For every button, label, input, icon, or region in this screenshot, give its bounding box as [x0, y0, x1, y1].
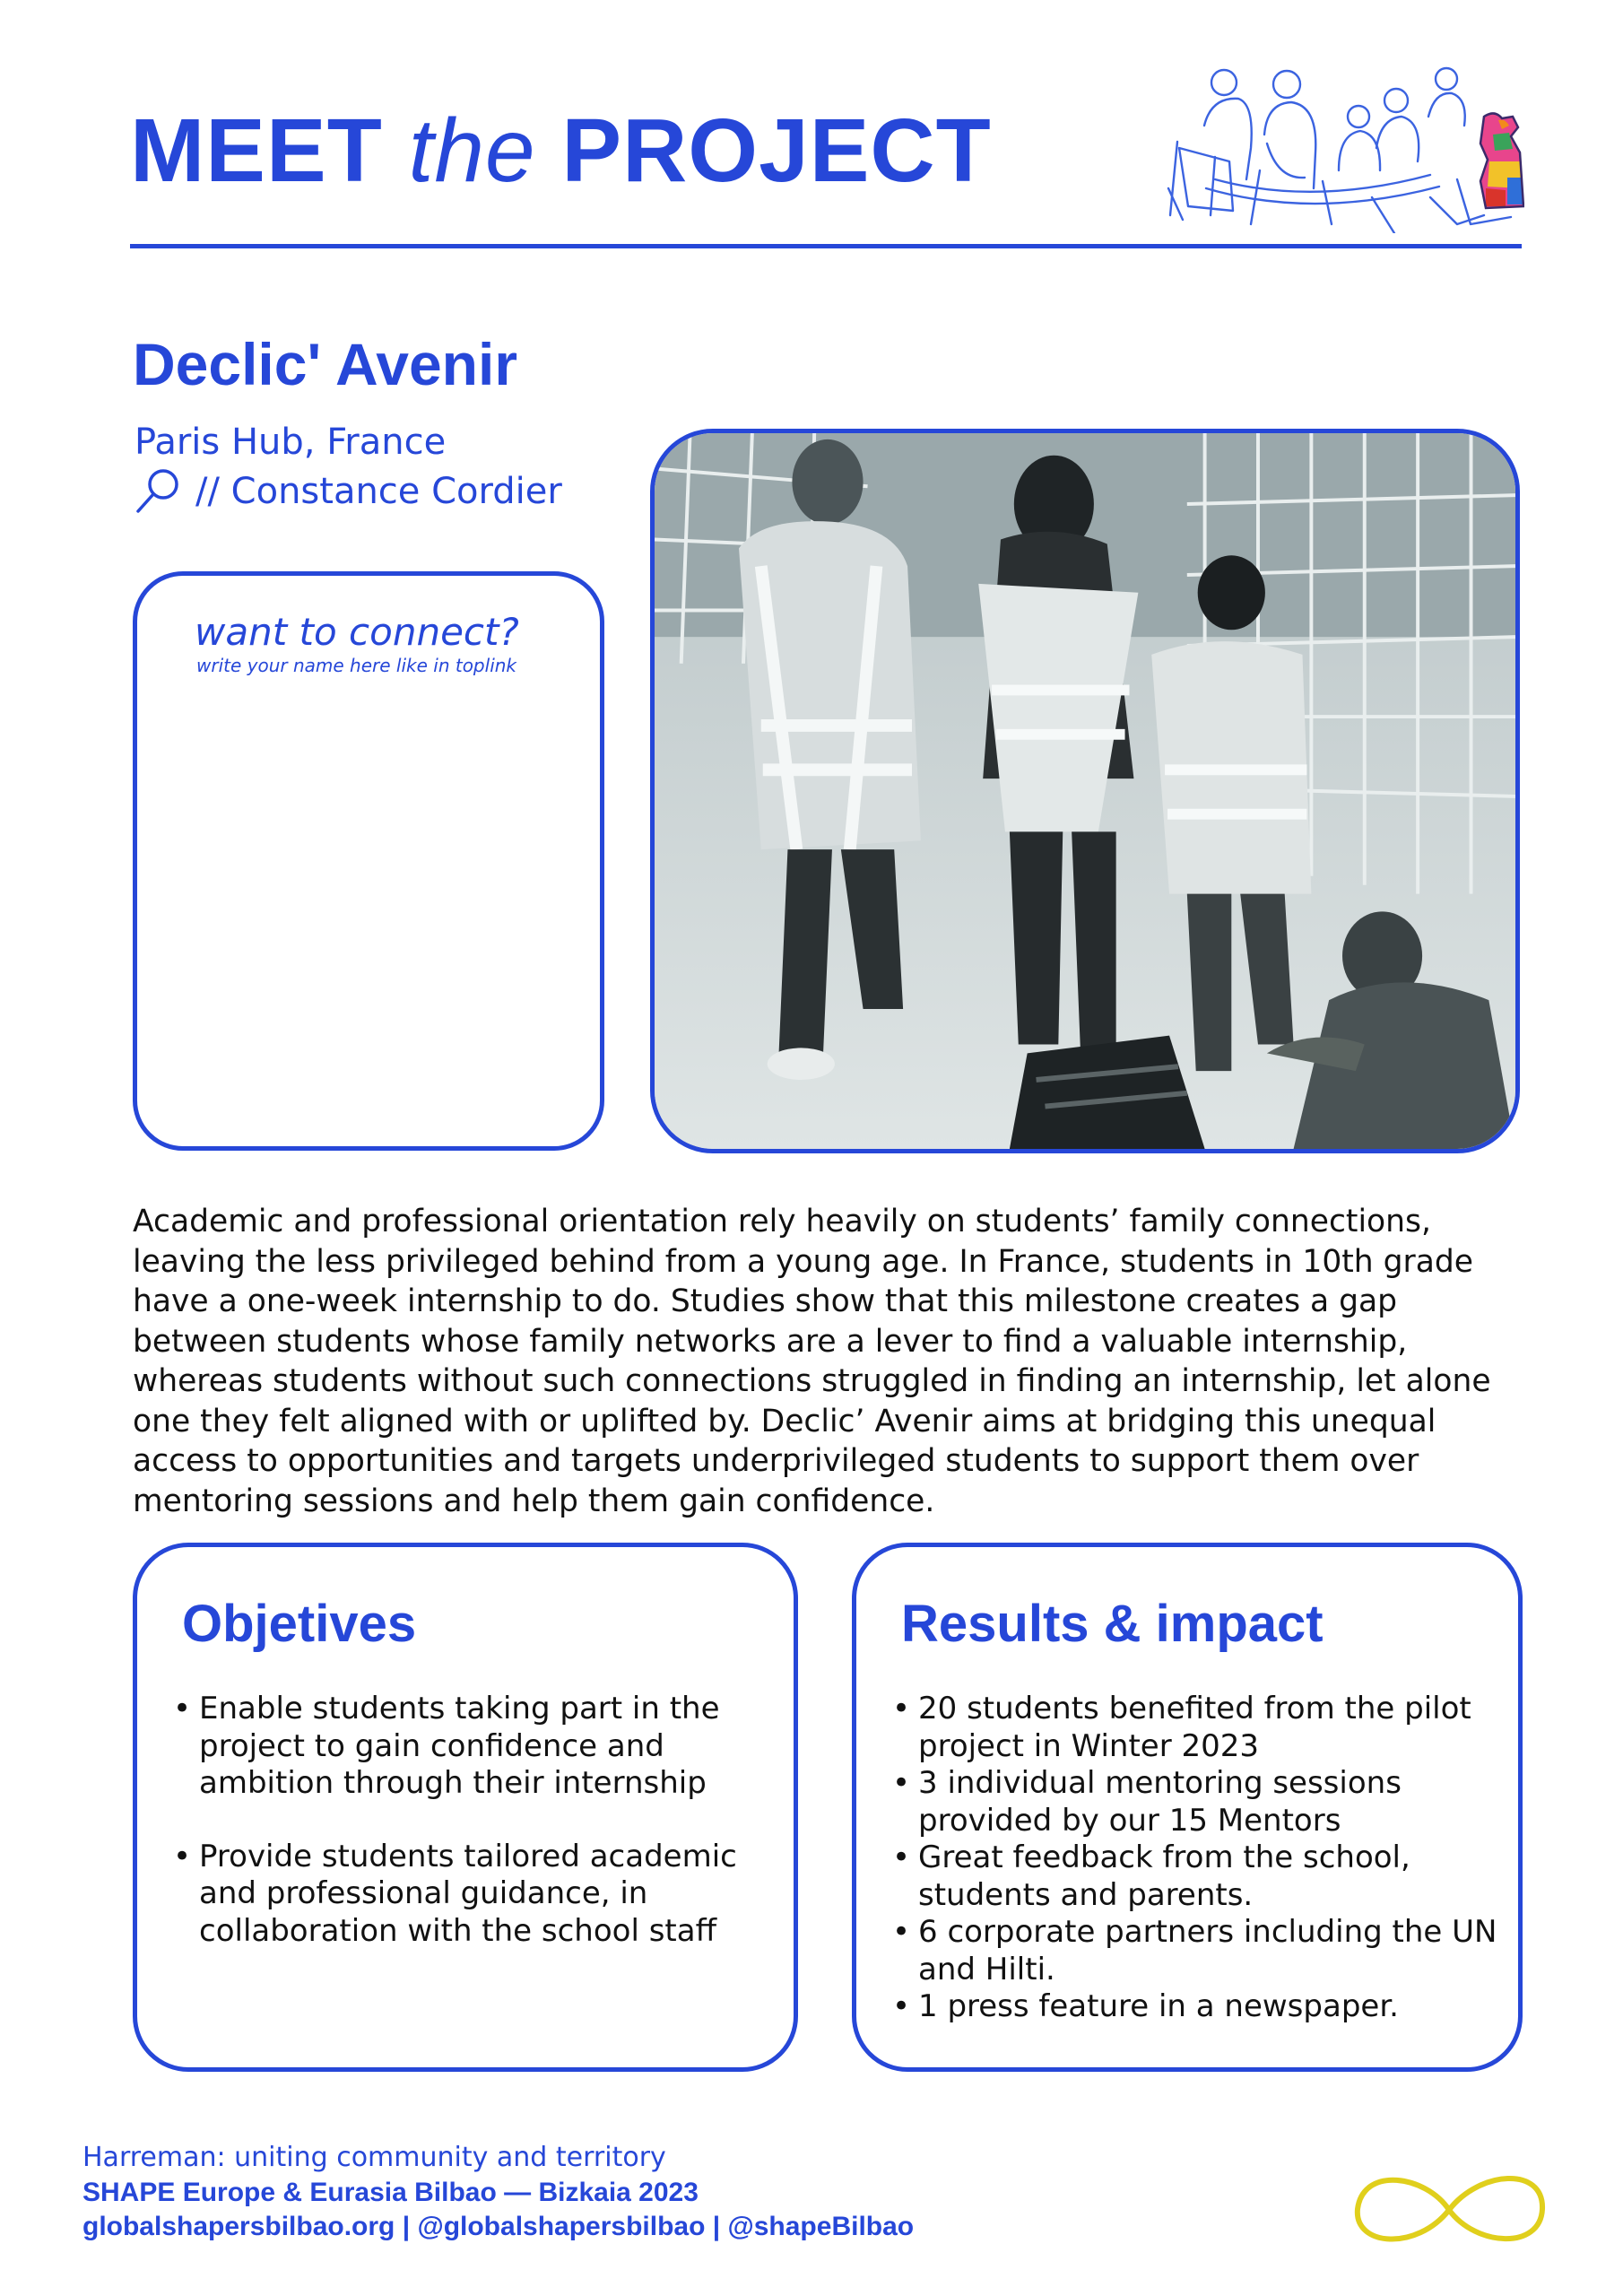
- connect-subtitle: write your name here like in toplink: [196, 655, 517, 676]
- list-item: • 6 corporate partners including the UN and Hilti.: [892, 1914, 1502, 1988]
- magnifier-icon: [133, 466, 183, 517]
- page-title: [130, 100, 992, 201]
- results-title: Results & impact: [901, 1595, 1324, 1653]
- title-project: PROJECT: [535, 100, 992, 201]
- project-description: Academic and professional orientation rely heavily on students’ family connections, leaving the less privileged behind from a young age. In France, students in 10th grade have a one-week internship to do. Studies show that this milestone creates a gap between students whose family networks are a lever to find a valuable internship, whereas students without such connections struggled in finding an internship, let alone one they felt aligned with or uplifted by. Declic’ Avenir aims at bridging this unequal access to opportunities and targets underprivileged students to support them over mentoring sessions and help them gain confidence.: [133, 1204, 1491, 1519]
- students-warehouse-photo: [650, 429, 1520, 1153]
- objectives-list: [173, 1691, 747, 1950]
- footer-tagline: Harreman: uniting community and territory: [82, 2142, 666, 2173]
- project-name: Declic' Avenir: [133, 331, 517, 397]
- title-meet: MEET: [130, 100, 409, 201]
- footer-event: SHAPE Europe & Eurasia Bilbao — Bizkaia 2023: [82, 2177, 699, 2207]
- list-item: • 1 press feature in a newspaper.: [892, 1988, 1502, 2026]
- results-list: [892, 1691, 1502, 2026]
- contact-name: // Constance Cordier: [195, 471, 562, 512]
- results-panel: [852, 1543, 1523, 2072]
- list-item: • 3 individual mentoring sessions provided by our 15 Mentors: [892, 1765, 1502, 1839]
- project-location: Paris Hub, France: [135, 422, 447, 463]
- list-item: • Enable students taking part in the project to gain confidence and ambition through their internship: [173, 1691, 747, 1803]
- people-meeting-illustration: [1161, 63, 1524, 233]
- project-contact: [133, 466, 562, 517]
- footer-links[interactable]: globalshapersbilbao.org | @globalshapersbilbao | @shapeBilbao: [82, 2212, 915, 2241]
- footer: [82, 2141, 914, 2245]
- title-the: the: [408, 100, 536, 201]
- objectives-title: Objetives: [182, 1595, 417, 1653]
- list-item: • Provide students tailored academic and professional guidance, in collaboration with the school staff: [173, 1839, 747, 1951]
- list-item: • 20 students benefited from the pilot project in Winter 2023: [892, 1691, 1502, 1765]
- objectives-panel: [133, 1543, 798, 2072]
- infinity-logo: [1345, 2157, 1553, 2263]
- connect-box[interactable]: [133, 571, 604, 1151]
- header-divider: [130, 244, 1522, 248]
- list-item: • Great feedback from the school, students and parents.: [892, 1839, 1502, 1914]
- connect-title: want to connect?: [195, 610, 519, 654]
